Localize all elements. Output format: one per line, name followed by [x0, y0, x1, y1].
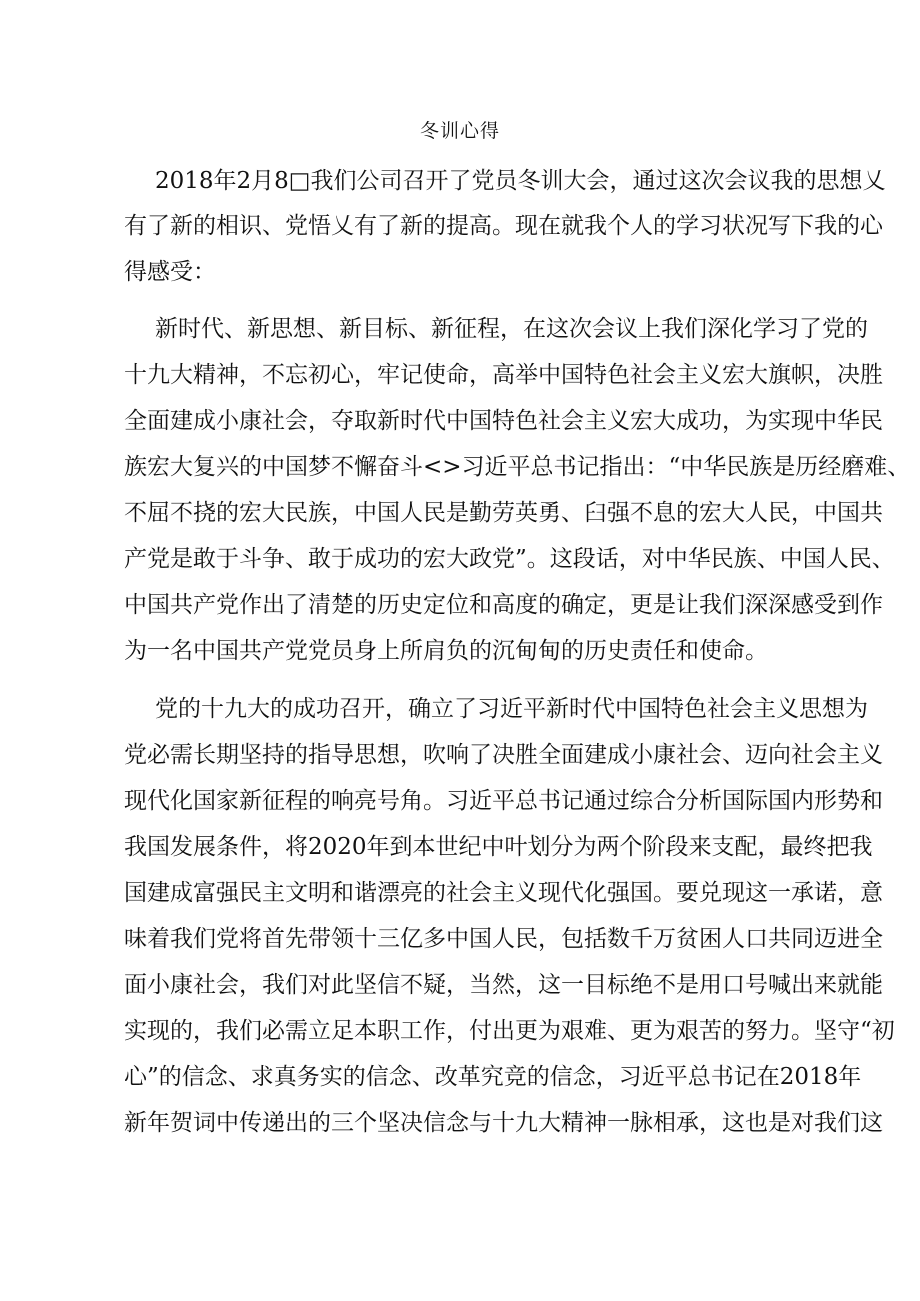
text-line-8: 不屈不挠的宏大民族，中国人民是勤劳英勇、臼强不息的宏大人民，中国共 — [124, 500, 883, 526]
text-line-17: 味着我们党将首先带领十三亿多中国人民，包括数千万贫困人口共同迈进全 — [124, 926, 883, 952]
text-line-20: 心”的信念、求真务实的信念、改革究竞的信念，习近平总书记在2018年 — [124, 1064, 862, 1090]
text-line-3: 得感受： — [124, 259, 216, 285]
text-line-21: 新年贺词中传递出的三个坚决信念与十九大精神一脉相承，这也是对我们这 — [124, 1110, 883, 1136]
text-line-6: 全面建成小康社会，夺取新时代中国特色社会主义宏大成功，为实现中华民 — [124, 408, 883, 434]
text-line-9: 产党是敢于斗争、敢于成功的宏大政党”。这段话，对中华民族、中国人民、 — [124, 546, 895, 572]
text-line-12: 党的十九大的成功召开，确立了习近平新时代中国特色社会主义思想为 — [155, 696, 868, 722]
text-line-10: 中国共产党作出了清楚的历史定位和高度的确定，更是让我们深深感受到作 — [124, 592, 883, 618]
text-line-1: 2018年2月8□我们公司召开了党员冬训大会，通过这次会议我的思想乂 — [155, 168, 886, 194]
text-line-16: 国建成富强民主文明和谐漂亮的社会主义现代化强国。要兑现这一承诺，意 — [124, 880, 883, 906]
text-line-5: 十九大精神，不忘初心，牢记使命，高举中国特色社会主义宏大旗帜，决胜 — [124, 362, 883, 388]
text-line-13: 党必需长期坚持的指导思想，吹响了决胜全面建成小康社会、迈向社会主义 — [124, 742, 883, 768]
document-title: 冬训心得 — [419, 120, 500, 142]
text-line-2: 有了新的相识、党悟乂有了新的提高。现在就我个人的学习状况写下我的心 — [124, 213, 883, 239]
text-line-4: 新时代、新思想、新目标、新征程，在这次会议上我们深化学习了党的 — [155, 316, 868, 342]
text-line-19: 实现的，我们必需立足本职工作，付出更为艰难、更为艰苦的努力。坚守“初 — [124, 1018, 895, 1044]
text-line-14: 现代化国家新征程的响亮号角。习近平总书记通过综合分析国际国内形势和 — [124, 788, 883, 814]
text-line-11: 为一名中国共产党党员身上所肩负的沉甸甸的历史责任和使命。 — [124, 638, 768, 664]
text-line-18: 面小康社会，我们对此坚信不疑，当然，这一目标绝不是用口号喊出来就能 — [124, 972, 883, 998]
text-line-15: 我国发展条件，将2020年到本世纪中叶划分为两个阶段来支配，最终把我 — [124, 834, 873, 860]
text-line-7: 族宏大复兴的中国梦不懈奋斗<>习近平总书记指出：“中华民族是历经磨难、 — [124, 454, 911, 480]
